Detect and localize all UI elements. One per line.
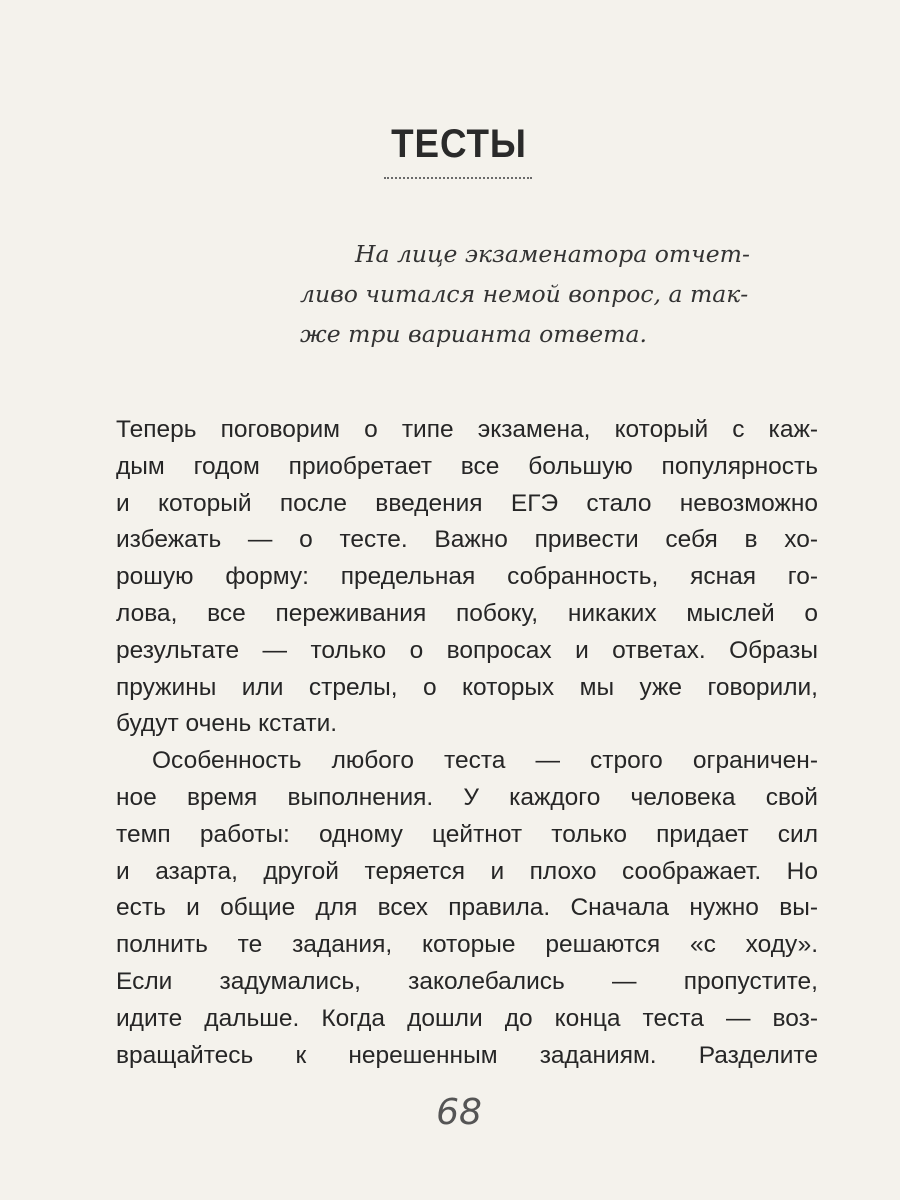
text-line: будут очень кстати. — [116, 710, 338, 738]
text-line: полнить те задания, которые решаются «с ходу». — [116, 931, 818, 959]
text-line: есть и общие для всех правила. Сначала нужно вы- — [116, 894, 818, 922]
body-text — [116, 412, 818, 1074]
text-line: ное время выполнения. У каждого человека свой — [116, 783, 818, 811]
text-line: Если задумались, заколебались — пропустите, — [116, 967, 818, 995]
text-line: пружины или стрелы, о которых мы уже говорили, — [116, 673, 818, 701]
title-dotted-rule — [384, 177, 532, 179]
text-line: вращайтесь к нерешенным заданиям. Разделите — [116, 1041, 818, 1069]
text-line: избежать — о тесте. Важно привести себя в хо- — [116, 526, 818, 554]
text-line: и азарта, другой теряется и плохо соображает. Но — [116, 857, 818, 885]
text-line: Теперь поговорим о типе экзамена, который с каж- — [116, 416, 818, 443]
text-line: идите дальше. Когда дошли до конца теста — воз- — [116, 1004, 818, 1032]
text-line: и который после введения ЕГЭ стало невозможно — [116, 489, 818, 517]
epigraph-line: ливо читался немой вопрос, а так- — [300, 280, 749, 308]
text-line: рошую форму: предельная собранность, ясная го- — [116, 563, 818, 591]
text-line: темп работы: одному цейтнот только придает сил — [116, 820, 818, 848]
paragraph-2 — [116, 743, 818, 1074]
text-line: дым годом приобретает все большую популярность — [116, 452, 818, 480]
epigraph — [300, 234, 820, 354]
epigraph-line: же три варианта ответа. — [300, 320, 647, 348]
chapter-title: ТЕСТЫ — [391, 122, 527, 166]
text-line: результате — только о вопросах и ответах. Образы — [116, 636, 818, 664]
text-line: Особенность любого теста — строго ограничен- — [152, 747, 818, 775]
paragraph-1 — [116, 412, 818, 743]
epigraph-line: На лице экзаменатора отчет- — [355, 240, 750, 268]
page-number: 68 — [436, 1092, 482, 1133]
text-line: лова, все переживания побоку, никаких мыслей о — [116, 599, 818, 627]
